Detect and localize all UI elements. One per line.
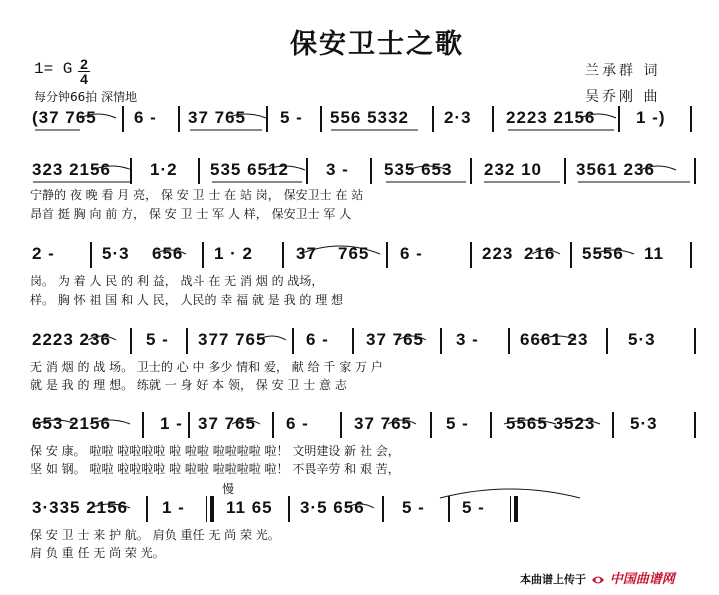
measure: 216 [524, 244, 556, 263]
barline [612, 412, 614, 438]
barline [508, 328, 510, 354]
barline [492, 106, 494, 132]
barline [606, 328, 608, 354]
barline [266, 106, 268, 132]
measure: 1·2 [150, 160, 178, 179]
lyric-line-5: 无 消 烟 的 战 场。 卫士的 心 中 多少 情和 爱， 献 给 千 家 万 户 [30, 360, 383, 374]
measure: 37 [296, 244, 317, 263]
measure: 323 2156 [32, 160, 111, 179]
staff-row-1 [30, 104, 698, 136]
barline [352, 328, 354, 354]
measure: 3·5 656 [300, 498, 365, 517]
final-barline [514, 496, 518, 522]
lyric-line-9: 保 安 卫 士 来 护 航。 肩负 重任 无 尚 荣 光。 [30, 528, 280, 542]
lyric-line-7: 保 安 康。 啦啦 啦啦啦啦 啦 啦啦 啦啦啦啦 啦！ 文明建设 新 社 会， [30, 444, 400, 458]
barline [122, 106, 124, 132]
measure: 37 765 [366, 330, 424, 349]
barline [340, 412, 342, 438]
staff-row-5 [30, 410, 698, 442]
measure: 6 - [306, 330, 329, 349]
barline [618, 106, 620, 132]
measure: 3 - [326, 160, 349, 179]
measure: 5 - [446, 414, 469, 433]
footer-text: 本曲谱上传于 [520, 573, 586, 586]
barline [90, 242, 92, 268]
barline [306, 158, 308, 184]
barline [448, 496, 450, 522]
barline [130, 158, 132, 184]
measure: 5 - [462, 498, 485, 517]
lyric-line-10: 肩 负 重 任 无 尚 荣 光。 [30, 546, 165, 560]
lyric-line-1: 宁静的 夜 晚 看 月 亮， 保 安 卫 士 在 站 岗， 保安卫士 在 站 [30, 188, 364, 202]
measure: 1 - [162, 498, 185, 517]
measure: 6 - [400, 244, 423, 263]
measure: 5·3 [102, 244, 130, 263]
barline [470, 242, 472, 268]
measure: 5 - [280, 108, 303, 127]
measure: 535 6512 [210, 160, 289, 179]
measure: 377 765 [198, 330, 267, 349]
measure: 6 - [134, 108, 157, 127]
tempo-marking: 每分钟66拍 深情地 [34, 90, 138, 104]
barline [188, 412, 190, 438]
lyric-line-3: 岗。 为 着 人 民 的 利 益， 战斗 在 无 消 烟 的 战场， [30, 274, 324, 288]
measure: 656 [152, 244, 184, 263]
measure: 535 653 [384, 160, 453, 179]
key-signature: 1= G [34, 60, 73, 78]
site-name[interactable]: 中国曲谱网 [609, 572, 675, 587]
repeat-barline [210, 496, 214, 522]
measure: 1 -) [636, 108, 666, 127]
measure: 5565 3523 [506, 414, 596, 433]
lyric-line-8: 坚 如 钢。 啦啦 啦啦啦啦 啦 啦啦 啦啦啦啦 啦！ 不畏辛劳 和 艰 苦， [30, 462, 400, 476]
barline [570, 242, 572, 268]
footer-attribution [520, 568, 675, 587]
measure: 5·3 [628, 330, 656, 349]
barline [282, 242, 284, 268]
measure: (37 765 [32, 108, 97, 127]
measure: 5 - [402, 498, 425, 517]
measure: 6661 23 [520, 330, 589, 349]
measure: 3 - [456, 330, 479, 349]
staff-row-2 [30, 156, 698, 188]
composer-credit: 吴乔刚 曲 [585, 89, 661, 105]
measure: 1 · 2 [214, 244, 254, 263]
repeat-barline [206, 496, 207, 522]
measure: 223 [482, 244, 514, 263]
barline [690, 106, 692, 132]
barline [470, 158, 472, 184]
measure: 5·3 [630, 414, 658, 433]
site-logo-icon [590, 573, 606, 587]
barline [272, 412, 274, 438]
measure: 5556 [582, 244, 624, 263]
barline [370, 158, 372, 184]
barline [142, 412, 144, 438]
barline [694, 328, 696, 354]
lyric-line-4: 样。 胸 怀 祖 国 和 人 民， 人民的 幸 福 就 是 我 的 理 想 [30, 293, 344, 307]
barline [178, 106, 180, 132]
lyric-line-2: 昂首 挺 胸 向 前 方， 保 安 卫 士 军 人 样， 保安卫士 军 人 [30, 207, 352, 221]
measure: 2223 2156 [506, 108, 596, 127]
lyricist-credit: 兰承群 词 [585, 63, 661, 79]
measure: 37 765 [188, 108, 246, 127]
measure: 2223 236 [32, 330, 111, 349]
barline [430, 412, 432, 438]
time-signature-top: 2 [80, 56, 88, 72]
staff-row-3 [30, 240, 698, 272]
measure: 232 10 [484, 160, 542, 179]
time-signature-bottom: 4 [80, 71, 88, 87]
measure: 37 765 [198, 414, 256, 433]
barline [694, 158, 696, 184]
barline [564, 158, 566, 184]
time-signature [78, 58, 90, 85]
barline [146, 496, 148, 522]
measure: 1 - [160, 414, 183, 433]
barline [432, 106, 434, 132]
measure: 2·3 [444, 108, 472, 127]
barline [202, 242, 204, 268]
barline [382, 496, 384, 522]
final-barline [510, 496, 511, 522]
measure: 37 765 [354, 414, 412, 433]
measure: 5 - [146, 330, 169, 349]
measure: 6 - [286, 414, 309, 433]
staff-row-4 [30, 326, 698, 358]
barline [320, 106, 322, 132]
barline [440, 328, 442, 354]
barline [694, 412, 696, 438]
measure: 11 65 [226, 498, 273, 517]
measure: 3·335 2156 [32, 498, 129, 517]
staff-row-6 [30, 494, 698, 526]
barline [690, 242, 692, 268]
measure: 2 - [32, 244, 55, 263]
barline [186, 328, 188, 354]
measure: 653 2156 [32, 414, 111, 433]
measure: 765 [338, 244, 370, 263]
barline [386, 242, 388, 268]
barline [288, 496, 290, 522]
measure: 11 [644, 244, 664, 263]
tempo-change-marking: 慢 [222, 482, 235, 496]
barline [292, 328, 294, 354]
barline [130, 328, 132, 354]
barline [198, 158, 200, 184]
measure: 556 5332 [330, 108, 409, 127]
song-title: 保安卫士之歌 [290, 29, 464, 60]
measure: 3561 236 [576, 160, 655, 179]
barline [490, 412, 492, 438]
lyric-line-6: 就 是 我 的 理 想。 练就 一 身 好 本 领， 保 安 卫 士 意 志 [30, 378, 347, 392]
